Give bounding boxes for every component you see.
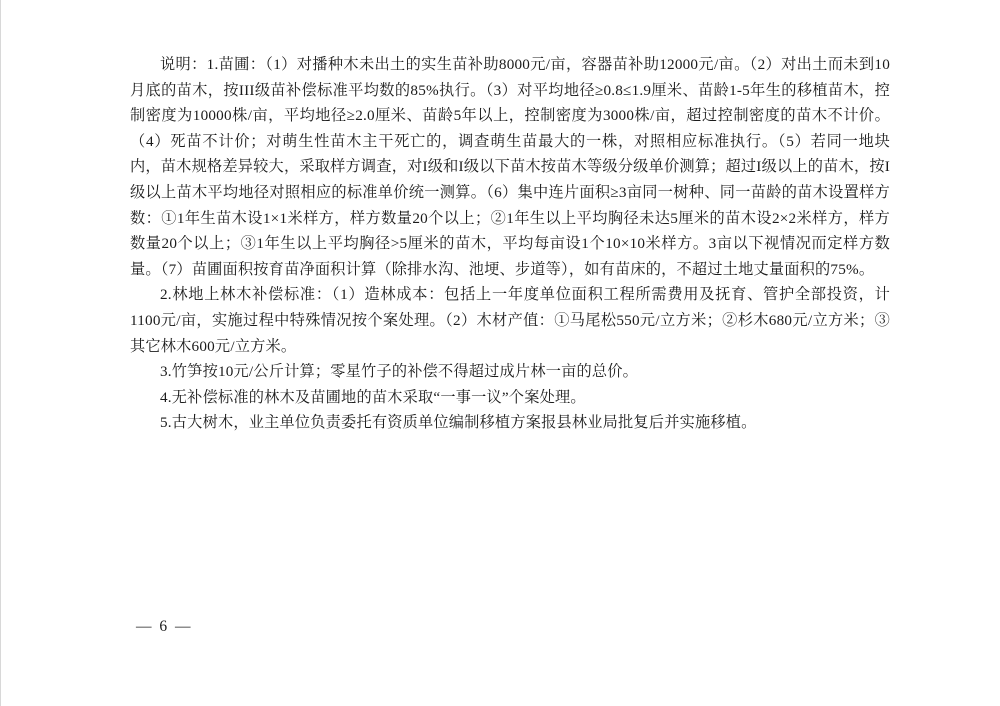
paragraph-2: 2.林地上林木补偿标准：（1）造林成本：包括上一年度单位面积工程所需费用及抚育、管护全部投资，计1100元/亩，实施过程中特殊情况按个案处理。（2）木材产值：①马尾松550元/立方米；②杉木680元/立方米；③其它林木600元/立方米。 [130, 286, 890, 355]
page-number: — 6 — [136, 618, 193, 635]
paragraph-4: 4.无补偿标准的林木及苗圃地的苗木采取“一事一议”个案处理。 [160, 388, 586, 406]
page-edge-divider [0, 0, 1, 706]
paragraph-5: 5.古大树木，业主单位负责委托有资质单位编制移植方案报县林业局批复后并实施移植。 [160, 414, 757, 432]
paragraph-3: 3.竹笋按10元/公斤计算；零星竹子的补偿不得超过成片林一亩的总价。 [160, 363, 639, 381]
paragraph-1: 说明：1.苗圃：（1）对播种木未出土的实生苗补助8000元/亩，容器苗补助12000元/亩。（2）对出土而未到10月底的苗木，按III级苗补偿标准平均数的85%执行。（3）对平均地径≥0.8≤1.9厘米、苗龄1-5年生的移植苗木，控制密度为10000株/亩，平均地径≥2.0厘米、苗龄5年以上，控制密度为3000株/亩，超过控制密度的苗木不计价。（4）死苗不计价；对萌生性苗木主干死亡的，调查萌生苗最大的一株，对照相应标准执行。（5）若同一地块内，苗木规格差异较大，采取样方调查，对I级和I级以下苗木按苗木等级分级单价测算；超过I级以上的苗木，按I级以上苗木平均地径对照相应的标准单价统一测算。（6）集中连片面积≥3亩同一树种、同一苗龄的苗木设置样方数：①1年生苗木设1×1米样方，样方数量20个以上；②1年生以上平均胸径未达5厘米的苗木设2×2米样方，样方数量20个以上；③1年生以上平均胸径>5厘米的苗木，平均每亩设1个10×10米样方。3亩以下视情况而定样方数量。（7）苗圃面积按育苗净面积计算（除排水沟、池埂、步道等），如有苗床的，不超过土地丈量面积的75%。 [130, 56, 890, 278]
page-footer [130, 618, 890, 636]
document-body [130, 52, 890, 436]
